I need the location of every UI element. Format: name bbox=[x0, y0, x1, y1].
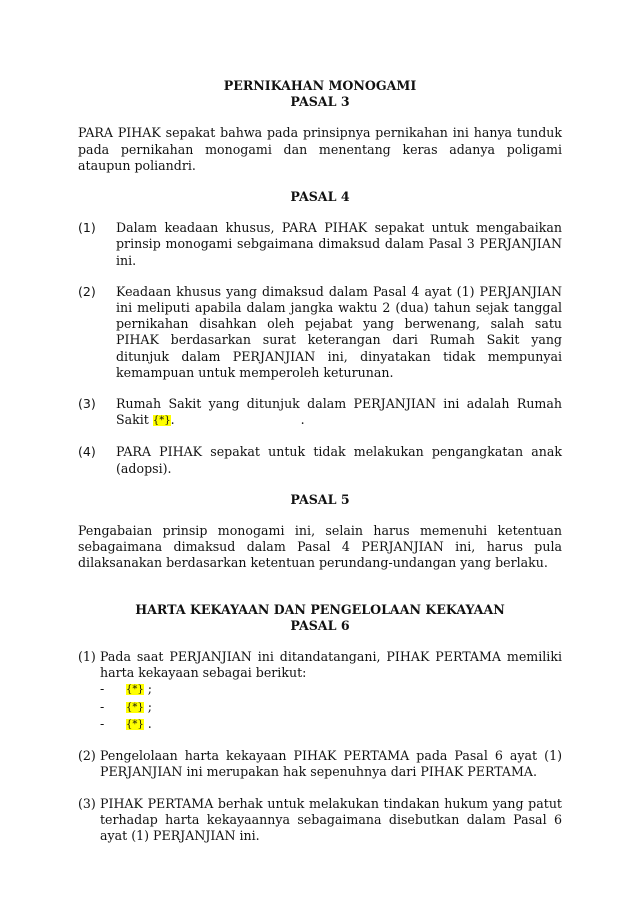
pasal-4-heading: PASAL 4 bbox=[290, 189, 350, 205]
document-title: PERNIKAHAN MONOGAMI bbox=[223, 78, 417, 93]
item-number: (2) bbox=[78, 748, 96, 764]
item-text-part: . bbox=[170, 412, 175, 428]
pasal-4-item-2 bbox=[78, 284, 562, 381]
item-text: PIHAK PERTAMA berhak untuk melakukan tindakan hukum yang patut terhadap harta kekayaannya sebagaimana disebutkan dalam Pasal 6 ayat (1) PERJANJIAN ini. bbox=[100, 795, 562, 843]
dash-marker: - bbox=[100, 715, 105, 731]
trailing-period: . bbox=[300, 412, 305, 428]
pasal-3-text: PARA PIHAK sepakat bahwa pada prinsipnya pernikahan ini hanya tunduk pada pernikahan monogami dan menentang keras adanya poligami ataupun poliandri. bbox=[78, 125, 562, 173]
pasal-6-item-2 bbox=[78, 748, 562, 780]
pasal-5-text: Pengabaian prinsip monogami ini, selain harus memenuhi ketentuan sebagaimana dimaksud dalam Pasal 4 PERJANJIAN ini, harus pula dilaksanakan berdasarkan ketentuan perundang-undangan yang berlaku. bbox=[78, 523, 562, 571]
item-number: (2) bbox=[78, 283, 96, 299]
document-page bbox=[78, 78, 562, 844]
pasal-3-heading: PASAL 3 bbox=[290, 94, 350, 110]
item-text: Dalam keadaan khusus, PARA PIHAK sepakat untuk mengabaikan prinsip monogami sebgaimana dimaksud dalam Pasal 3 PERJANJIAN ini. bbox=[116, 220, 562, 268]
item-number: (3) bbox=[78, 795, 96, 811]
item-suffix: ; bbox=[143, 698, 152, 714]
item-text: Keadaan khusus yang dimaksud dalam Pasal 4 ayat (1) PERJANJIAN ini meliputi apabila dalam jangka waktu 2 (dua) tahun sejak tanggal pernikahan disahkan oleh pejabat yang berwenang, salah satu PIHAK berdasarkan surat keterangan dari Rumah Sakit yang ditunjuk dalam PERJANJIAN ini, dinyatakan tidak mempunyai kemampuan untuk memperoleh keturunan. bbox=[116, 283, 562, 380]
item-number: (4) bbox=[78, 444, 96, 460]
item-text: PARA PIHAK sepakat untuk tidak melakukan pengangkatan anak (adopsi). bbox=[116, 444, 562, 476]
item-text-part: Rumah Sakit yang ditunjuk dalam PERJANJIAN ini adalah Rumah Sakit bbox=[116, 396, 562, 428]
pasal-6-item-1 bbox=[78, 649, 562, 681]
placeholder-field[interactable]: {*} bbox=[126, 718, 144, 730]
pasal-4-item-1 bbox=[78, 220, 562, 269]
placeholder-field[interactable]: {*} bbox=[126, 701, 144, 713]
placeholder-field[interactable]: {*} bbox=[126, 684, 144, 696]
placeholder-field[interactable]: {*} bbox=[152, 415, 171, 427]
item-text bbox=[116, 396, 562, 429]
item-number: (3) bbox=[78, 396, 96, 412]
dash-marker: - bbox=[100, 681, 105, 697]
asset-list-item bbox=[78, 699, 562, 716]
pasal-4-item-3 bbox=[78, 396, 562, 429]
pasal-4-item-4 bbox=[78, 444, 562, 476]
pasal-6-item-3 bbox=[78, 796, 562, 845]
dash-marker: - bbox=[100, 698, 105, 714]
item-suffix: ; bbox=[143, 681, 152, 697]
section-2-title: HARTA KEKAYAAN DAN PENGELOLAAN KEKAYAAN bbox=[135, 601, 505, 617]
pasal-6-heading: PASAL 6 bbox=[290, 617, 350, 633]
item-number: (1) bbox=[78, 220, 96, 236]
item-text: Pengelolaan harta kekayaan PIHAK PERTAMA pada Pasal 6 ayat (1) PERJANJIAN ini merupakan hak sepenuhnya dari PIHAK PERTAMA. bbox=[100, 748, 562, 780]
pasal-5-heading: PASAL 5 bbox=[290, 491, 350, 507]
asset-list-item bbox=[78, 716, 562, 733]
item-number: (1) bbox=[78, 649, 96, 665]
asset-list-item bbox=[78, 681, 562, 698]
item-suffix: . bbox=[143, 715, 152, 731]
item-text: Pada saat PERJANJIAN ini ditandatangani, PIHAK PERTAMA memiliki harta kekayaan sebagai berikut: bbox=[100, 649, 562, 681]
